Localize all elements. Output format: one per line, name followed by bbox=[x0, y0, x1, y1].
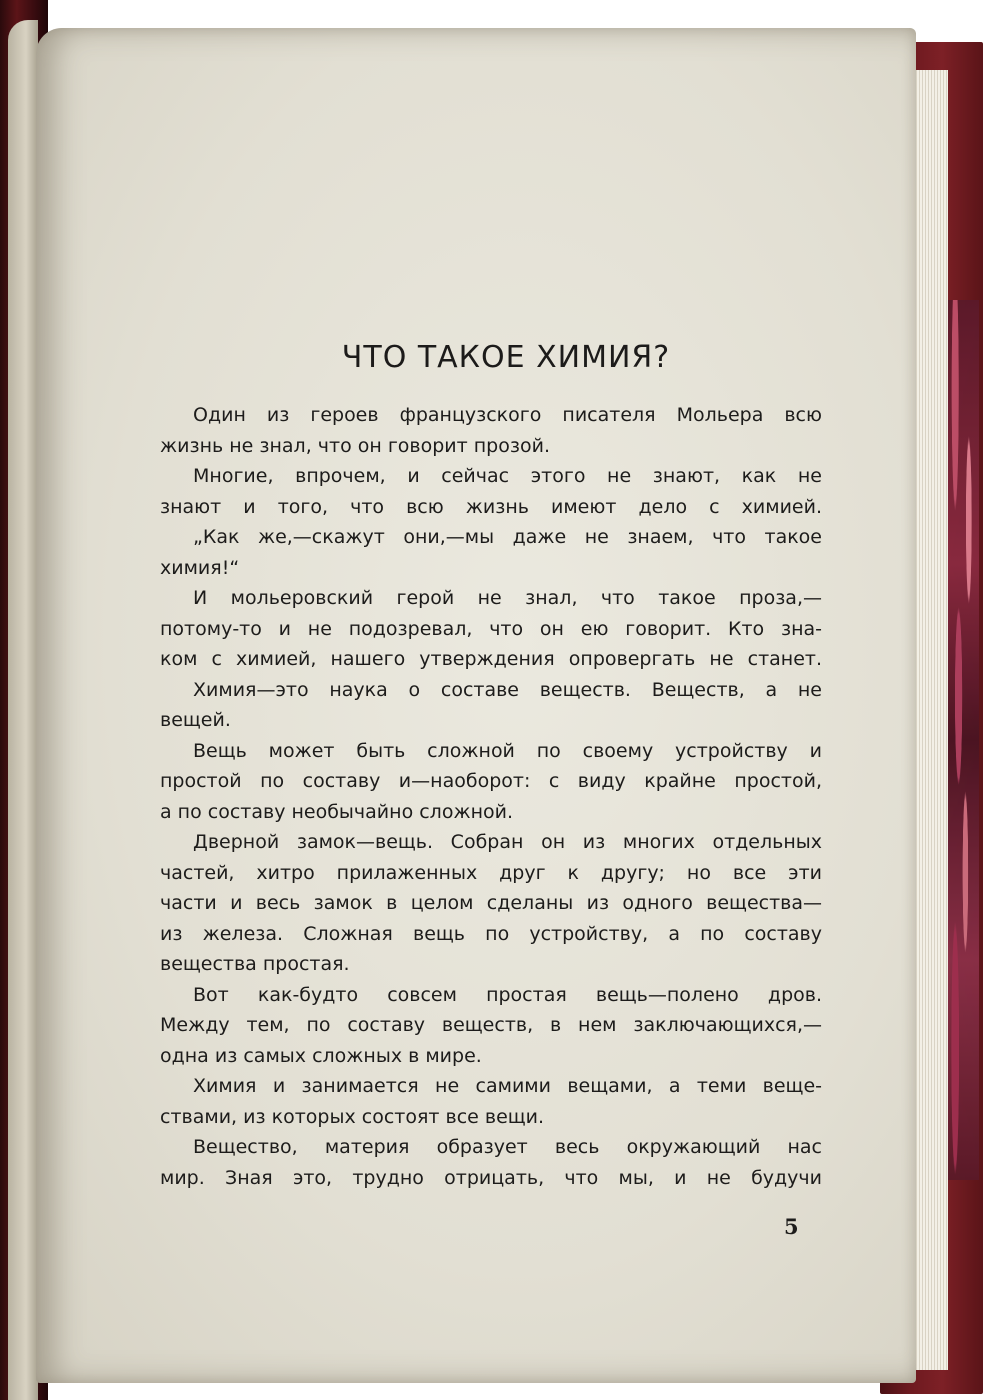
page-number: 5 bbox=[784, 1214, 799, 1239]
text-line: одна из самых сложных в мире. bbox=[160, 1044, 482, 1067]
marbled-endpaper bbox=[945, 300, 979, 1180]
text-line: частей, хитро прилаженных друг к другу; но все эти bbox=[160, 861, 822, 884]
text-line: химия!“ bbox=[160, 556, 240, 579]
text-line: Вещь может быть сложной по своему устройству и bbox=[193, 739, 822, 762]
text-line: простой по составу и—наоборот: с виду крайне простой, bbox=[160, 770, 822, 792]
text-line: части и весь замок в целом сделаны из одного вещества— bbox=[160, 892, 822, 914]
text-line: мир. Зная это, трудно отрицать, что мы, и не будучи bbox=[160, 1166, 822, 1189]
text-line: Дверной замок—вещь. Собран он из многих отдельных bbox=[193, 831, 822, 853]
text-line: Химия—это наука о составе веществ. Веществ, а не bbox=[193, 678, 822, 701]
text-line: знают и того, что всю жизнь имеют дело с химией. bbox=[160, 495, 822, 518]
text-line: а по составу необычайно сложной. bbox=[160, 800, 514, 823]
text-line: И мольеровский герой не знал, что такое проза,— bbox=[193, 587, 822, 609]
text-line: Химия и занимается не самими вещами, а теми веще- bbox=[193, 1075, 822, 1097]
text-line: вещества простая. bbox=[160, 953, 350, 975]
text-line: „Как же,—скажут они,—мы даже не знаем, что такое bbox=[193, 526, 822, 548]
text-line: Между тем, по составу веществ, в нем заключающихся,— bbox=[160, 1014, 822, 1036]
text-line: Вещество, материя образует весь окружающий нас bbox=[193, 1136, 822, 1158]
text-line: вещей. bbox=[160, 709, 231, 731]
text-line: из железа. Сложная вещь по устройству, а по составу bbox=[160, 922, 822, 945]
text-line: Многие, впрочем, и сейчас этого не знают, как не bbox=[193, 465, 822, 487]
chapter-title: ЧТО ТАКОЕ ХИМИЯ? bbox=[341, 340, 671, 375]
book-page bbox=[36, 28, 916, 1383]
text-line: Вот как-будто совсем простая вещь—полено дров. bbox=[193, 983, 822, 1006]
previous-page-edge bbox=[8, 20, 38, 1400]
text-line: Один из героев французского писателя Мольера всю bbox=[193, 404, 822, 426]
text-line: потому-то и не подозревал, что он ею говорит. Кто зна- bbox=[160, 617, 822, 640]
body-text bbox=[160, 400, 822, 1193]
text-line: жизнь не знал, что он говорит прозой. bbox=[160, 434, 550, 457]
text-line: ком с химией, нашего утверждения опровергать не станет. bbox=[160, 648, 822, 670]
text-line: ствами, из которых состоят все вещи. bbox=[160, 1105, 545, 1128]
